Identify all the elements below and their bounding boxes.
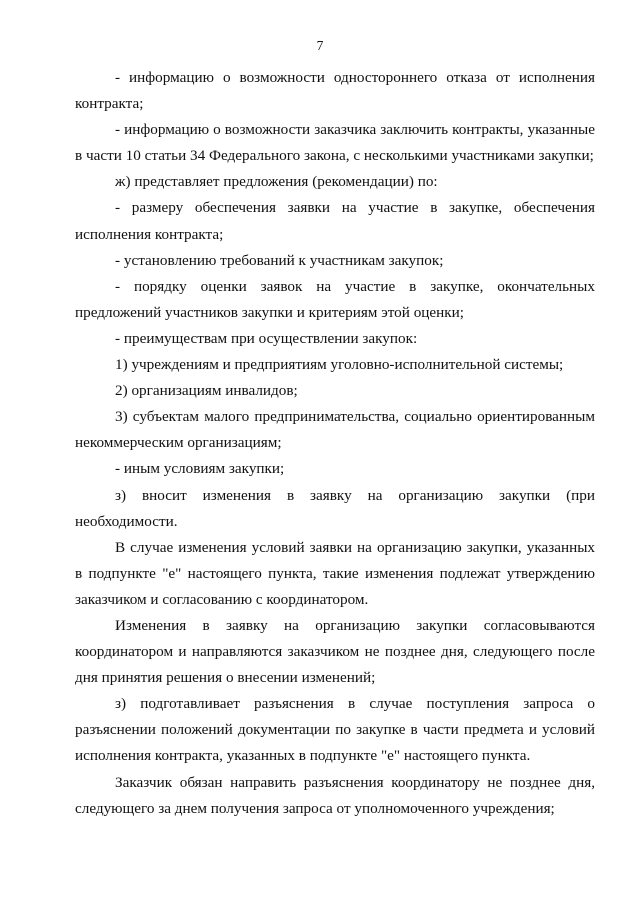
paragraph-5: - установлению требований к участникам закупок; (115, 251, 444, 269)
paragraph-14: Изменения в заявку на организацию закупки согласовываются координатором и направляются заказчиком не позднее дня, следующего после дня принятия решения о внесении изменений; (75, 616, 595, 687)
paragraph-3: ж) представляет предложения (рекомендации) по: (115, 173, 438, 191)
paragraph-15: з) подготавливает разъяснения в случае поступления запроса о разъяснении положений документации по закупке в части предмета и условий исполнения контракта, указанных в подпункте "е" настоящего пункта. (75, 695, 595, 765)
paragraph-2: - информацию о возможности заказчика заключить контракты, указанные в части 10 статьи 34 Федерального закона, с несколькими участниками закупки; (75, 121, 595, 165)
paragraph-9: 2) организациям инвалидов; (115, 382, 298, 400)
paragraph-13: В случае изменения условий заявки на организацию закупки, указанных в подпункте "е" настоящего пункта, такие изменения подлежат утверждению заказчиком и согласованию с координатором. (75, 538, 595, 608)
page-number: 7 (316, 38, 324, 53)
document-body (75, 65, 595, 822)
paragraph-4: - размеру обеспечения заявки на участие в закупке, обеспечения исполнения контракта; (75, 199, 595, 243)
paragraph-1: - информацию о возможности одностороннего отказа от исполнения контракта; (75, 69, 595, 113)
paragraph-12: з) вносит изменения в заявку на организацию закупки (при необходимости. (75, 486, 595, 530)
paragraph-6: - порядку оценки заявок на участие в закупке, окончательных предложений участников закупки и критериям этой оценки; (75, 277, 595, 321)
paragraph-8: 1) учреждениям и предприятиям уголовно-исполнительной системы; (115, 356, 564, 374)
paragraph-16: Заказчик обязан направить разъяснения координатору не позднее дня, следующего за днем получения запроса от уполномоченного учреждения; (75, 773, 595, 817)
paragraph-7: - преимуществам при осуществлении закупок: (115, 329, 418, 347)
paragraph-10: 3) субъектам малого предпринимательства, социально ориентированным некоммерческим организациям; (75, 408, 595, 452)
paragraph-11: - иным условиям закупки; (115, 460, 285, 478)
